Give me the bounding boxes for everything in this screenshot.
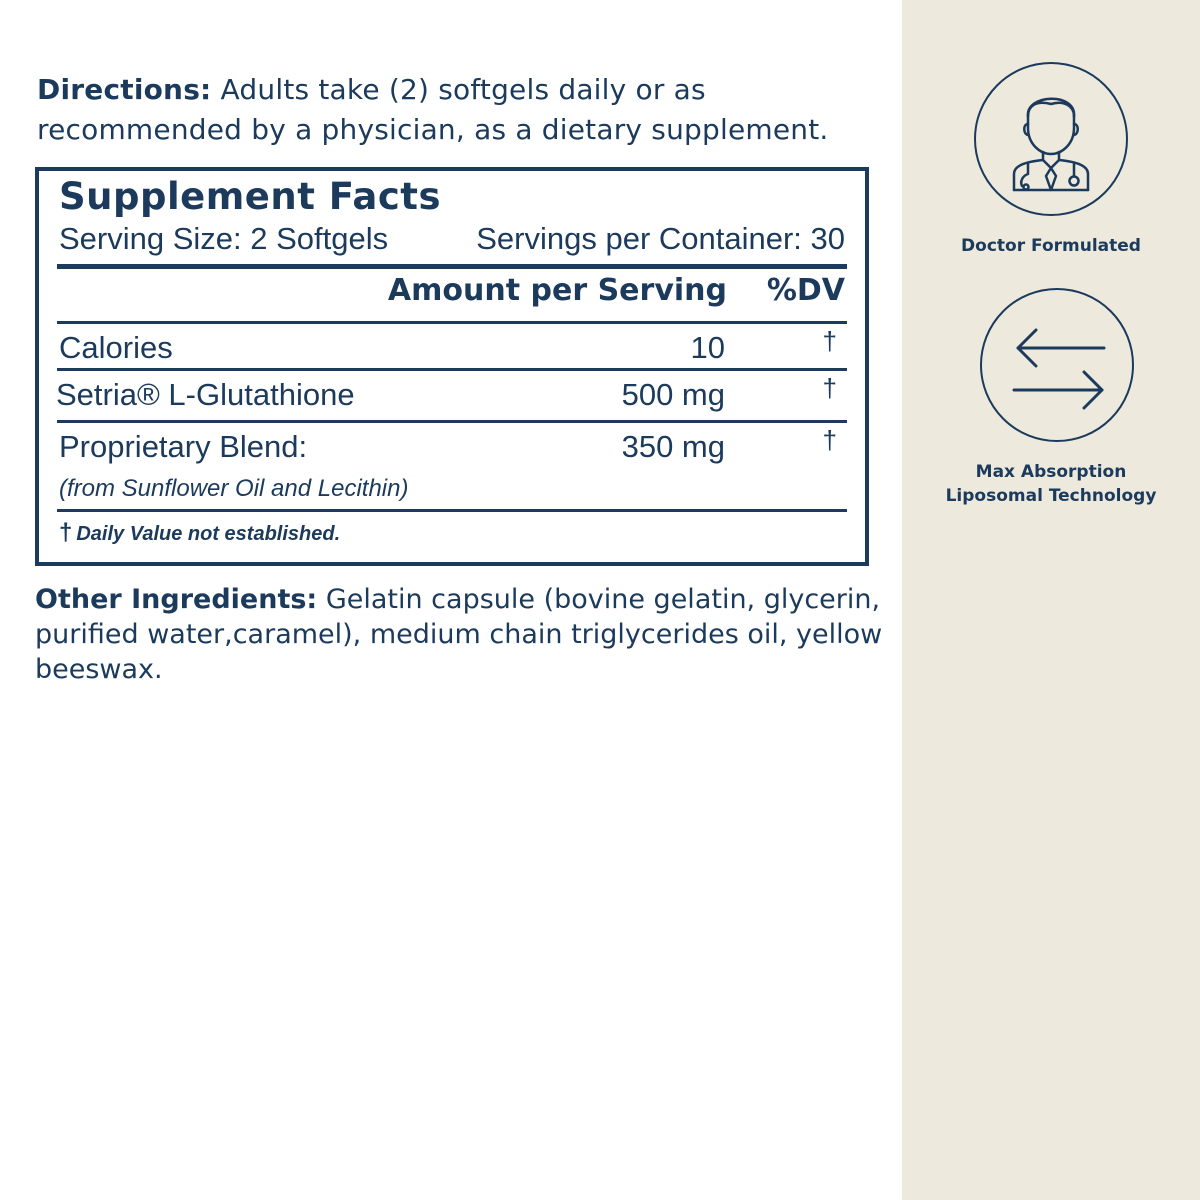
row-divider bbox=[57, 368, 847, 371]
nutrient-amount: 10 bbox=[690, 330, 725, 365]
column-header bbox=[59, 273, 845, 313]
badge-caption: Max Absorption Liposomal Technology bbox=[945, 462, 1157, 506]
footnote bbox=[59, 519, 340, 547]
doctor-icon bbox=[976, 64, 1126, 214]
footnote-divider bbox=[57, 509, 847, 512]
nutrient-amount: 500 mg bbox=[621, 377, 725, 412]
nutrient-dv: † bbox=[822, 373, 837, 403]
amount-header: Amount per Serving bbox=[387, 273, 727, 308]
supplement-facts-panel bbox=[35, 167, 869, 566]
footnote-mark: † bbox=[59, 519, 73, 546]
header-divider bbox=[57, 321, 847, 324]
nutrient-name: Calories bbox=[59, 330, 173, 365]
badge-max-absorption bbox=[902, 288, 1200, 508]
badge-circle bbox=[974, 62, 1128, 216]
nutrient-dv: † bbox=[822, 425, 837, 455]
footnote-text: Daily Value not established. bbox=[76, 523, 341, 545]
serving-info bbox=[59, 221, 845, 257]
nutrient-sub: (from Sunflower Oil and Lecithin) bbox=[59, 475, 409, 502]
nutrient-name: Proprietary Blend: bbox=[59, 429, 308, 464]
row-divider bbox=[57, 420, 847, 423]
directions-body: Adults take (2) softgels daily or as recommended by a physician, as a dietary supplement. bbox=[37, 73, 829, 146]
dv-header: %DV bbox=[766, 273, 845, 308]
features-sidebar bbox=[902, 0, 1200, 1200]
facts-title: Supplement Facts bbox=[59, 175, 442, 218]
badge-circle bbox=[980, 288, 1134, 442]
nutrient-dv: † bbox=[822, 326, 837, 356]
serving-size: Serving Size: 2 Softgels bbox=[59, 221, 389, 256]
exchange-arrows-icon bbox=[982, 290, 1136, 444]
other-ingredients-text bbox=[35, 582, 885, 687]
servings-per-container: Servings per Container: 30 bbox=[476, 221, 845, 256]
badge-caption: Doctor Formulated bbox=[961, 236, 1141, 256]
directions-label: Directions: bbox=[37, 73, 212, 106]
nutrient-name: Setria® L-Glutathione bbox=[56, 377, 355, 412]
nutrient-amount: 350 mg bbox=[621, 429, 725, 464]
thick-divider bbox=[57, 264, 847, 269]
directions-text bbox=[37, 70, 877, 150]
other-ingredients-label: Other Ingredients: bbox=[35, 584, 318, 615]
badge-doctor-formulated bbox=[902, 62, 1200, 258]
other-ingredients-body: Gelatin capsule (bovine gelatin, glycerin, purified water,caramel), medium chain triglycerides oil, yellow beeswax. bbox=[35, 584, 883, 685]
